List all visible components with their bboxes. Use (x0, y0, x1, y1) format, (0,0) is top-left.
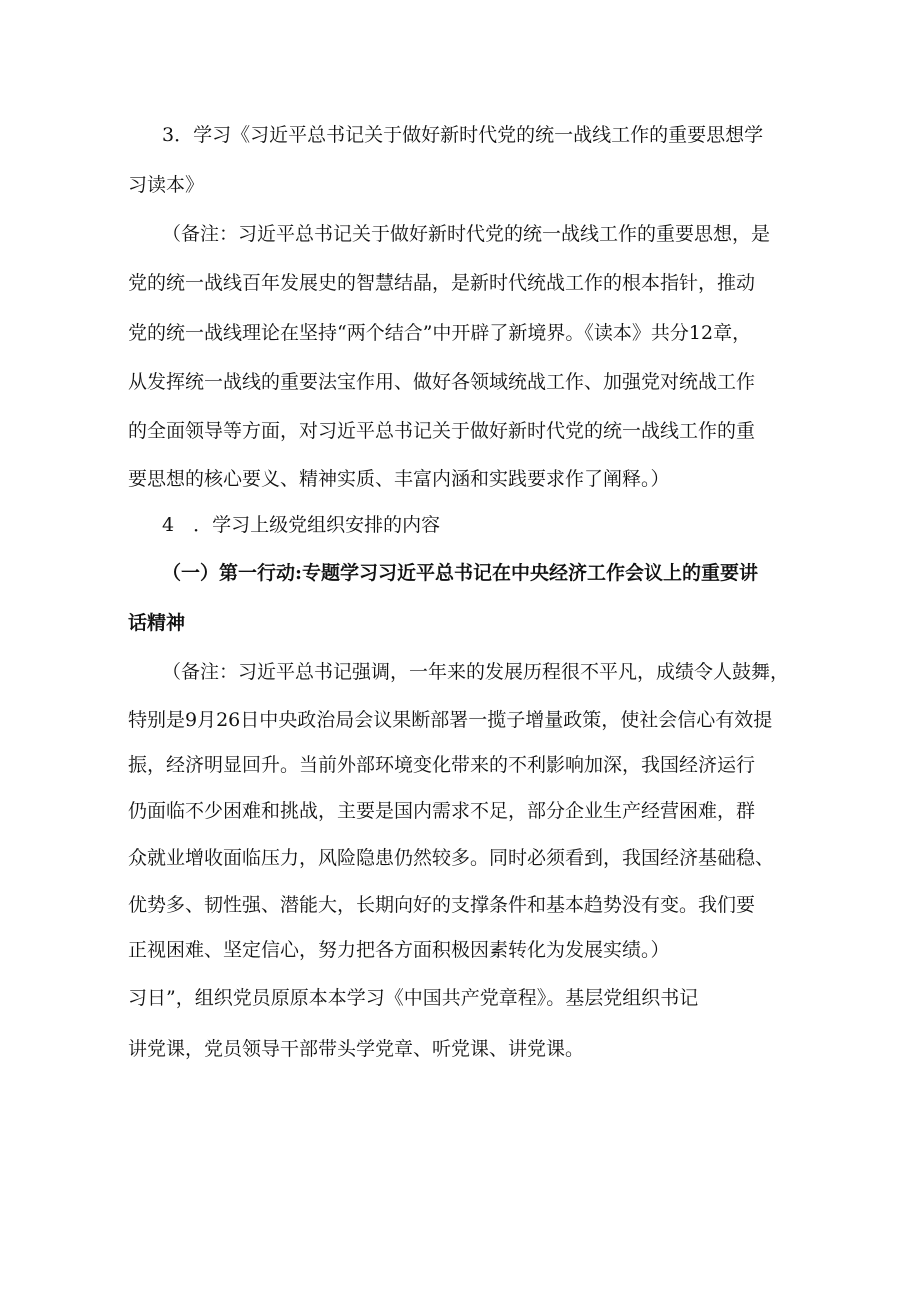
note-1-line-6: 要思想的核心要义、精神实质、丰富内涵和实践要求作了阐释。） (128, 468, 670, 490)
note-2-line-1: （备注：习近平总书记强调，一年来的发展历程很不平凡，成绩令人鼓舞， (162, 661, 790, 683)
item-3-heading-cont: 习读本》 (128, 174, 205, 196)
note-2-line-3: 振，经济明显回升。当前外部环境变化带来的不利影响加深，我国经济运行 (128, 754, 756, 776)
note-1-line-4: 从发挥统一战线的重要法宝作用、做好各领域统战工作、加强党对统战工作 (128, 371, 756, 393)
fragment-line-2: 讲党课，党员领导干部带头学党章、听党课、讲党课。 (128, 1038, 585, 1060)
note-1-line-5: 的全面领导等方面，对习近平总书记关于做好新时代党的统一战线工作的重 (128, 420, 756, 442)
note-1-line-1: （备注：习近平总书记关于做好新时代党的统一战线工作的重要思想，是 (162, 223, 771, 245)
item-4-heading: 4 ．学习上级党组织安排的内容 (162, 514, 441, 536)
note-2-line-6: 优势多、韧性强、潜能大，长期向好的支撑条件和基本趋势没有变。我们要 (128, 894, 756, 916)
note-1-line-2: 党的统一战线百年发展史的智慧结晶，是新时代统战工作的根本指针，推动 (128, 272, 756, 294)
item-3-heading: 3．学习《习近平总书记关于做好新时代党的统一战线工作的重要思想学 (162, 124, 764, 146)
section-1-heading-cont: 话精神 (128, 612, 186, 634)
note-2-line-5: 众就业增收面临压力，风险隐患仍然较多。同时必须看到，我国经济基础稳、 (128, 847, 775, 869)
note-2-line-4: 仍面临不少困难和挑战，主要是国内需求不足，部分企业生产经营困难，群 (128, 800, 756, 822)
fragment-line-1: 习日”，组织党员原原本本学习《中国共产党章程》。基层党组织书记 (128, 987, 699, 1009)
note-1-line-3: 党的统一战线理论在坚持“两个结合”中开辟了新境界。《读本》共分12章， (128, 322, 752, 344)
note-2-line-2: 特别是9月26日中央政治局会议果断部署一揽子增量政策，使社会信心有效提 (128, 709, 773, 731)
note-2-line-7: 正视困难、坚定信心，努力把各方面积极因素转化为发展实绩。） (128, 939, 670, 961)
section-1-heading: （一）第一行动:专题学习习近平总书记在中央经济工作会议上的重要讲 (162, 562, 759, 584)
